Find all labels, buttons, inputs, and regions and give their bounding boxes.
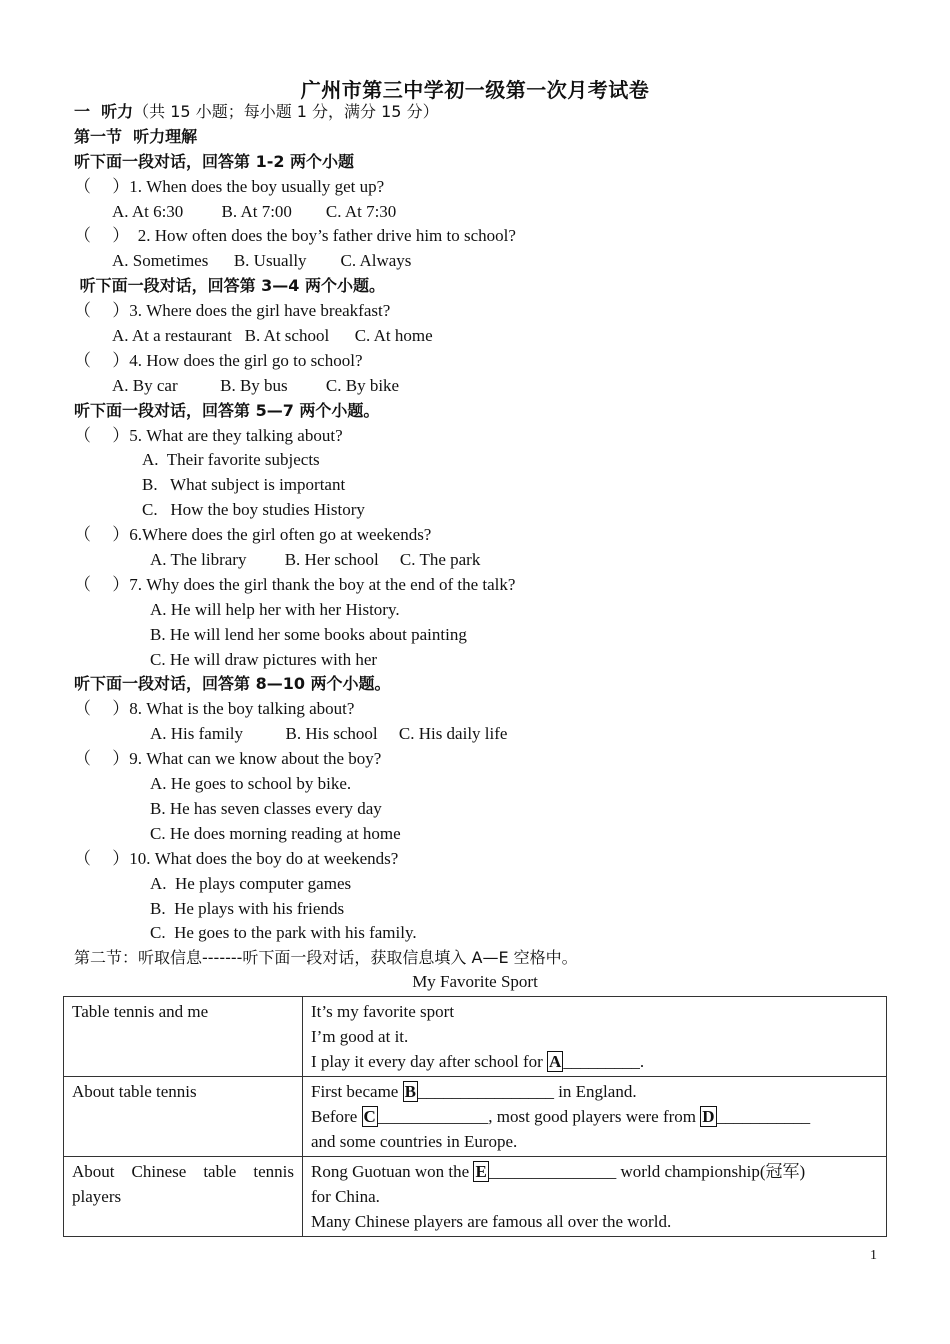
question-5-option-a: A. Their favorite subjects — [142, 450, 320, 470]
page-number: 1 — [870, 1248, 877, 1263]
question-5-option-c: C. How the boy studies History — [142, 500, 365, 520]
blank-e-label: E — [475, 1162, 487, 1181]
question-4: （ ）4. How does the girl go to school? — [74, 350, 363, 370]
question-1: （ ）1. When does the boy usually get up? — [74, 176, 385, 196]
row-1-content — [303, 997, 887, 1077]
question-8: （ ）8. What is the boy talking about? — [74, 699, 355, 719]
section-heading — [74, 100, 894, 125]
page-title: 广州市第三中学初一级第一次月考试卷 — [300, 78, 650, 102]
row-2-line-1-text: First became — [311, 1082, 403, 1101]
question-10-option-b: B. He plays with his friends — [150, 898, 345, 918]
row-1-line-3 — [311, 1049, 878, 1074]
section-heading-rest: （共 15 小题；每小题 1 分，满分 15 分） — [133, 102, 439, 121]
question-7-option-c: C. He will draw pictures with her — [150, 649, 378, 669]
row-3-line-3: Many Chinese players are famous all over the world. — [311, 1212, 672, 1231]
question-9-option-c: C. He does morning reading at home — [150, 823, 401, 843]
question-7-option-a: A. He will help her with her History. — [150, 599, 400, 619]
instruction-4: 听下面一段对话，回答第 8—10 两个小题。 — [74, 674, 391, 694]
row-3-label: About Chinese table tennis players — [64, 1157, 303, 1237]
question-7: （ ）7. Why does the girl thank the boy at the end of the talk? — [74, 574, 516, 594]
blank-a-label: A — [549, 1052, 562, 1071]
row-3-line-1 — [311, 1159, 878, 1184]
question-9: （ ）9. What can we know about the boy? — [74, 749, 382, 769]
row-1-label: Table tennis and me — [64, 997, 303, 1077]
question-3-options: A. At a restaurant B. At school C. At home — [112, 326, 433, 346]
question-8-options: A. His family B. His school C. His daily life — [150, 724, 508, 744]
listening-section — [74, 100, 894, 971]
question-2: （ ） 2. How often does the boy’s father drive him to school? — [74, 226, 516, 246]
question-1-options: A. At 6:30 B. At 7:00 C. At 7:30 — [112, 201, 397, 221]
question-3: （ ）3. Where does the girl have breakfast? — [74, 301, 391, 321]
question-5: （ ）5. What are they talking about? — [74, 425, 343, 445]
question-4-options: A. By car B. By bus C. By bike — [112, 375, 400, 395]
row-2-content — [303, 1077, 887, 1157]
question-6-options: A. The library B. Her school C. The park — [150, 550, 481, 570]
blank-b: ________________ in England. — [417, 1082, 637, 1101]
question-2-options: A. Sometimes B. Usually C. Always — [112, 251, 412, 271]
row-2-line-1 — [311, 1079, 878, 1104]
row-2-line-2 — [311, 1104, 878, 1129]
blank-c-label: C — [363, 1107, 376, 1126]
row-3-content — [303, 1157, 887, 1237]
row-1-line-1: It’s my favorite sport — [311, 1002, 455, 1021]
instruction-3: 听下面一段对话，回答第 5—7 两个小题。 — [74, 400, 380, 420]
row-1-line-2: I’m good at it. — [311, 1027, 409, 1046]
question-9-option-b: B. He has seven classes every day — [150, 798, 382, 818]
blank-b-label: B — [404, 1082, 416, 1101]
row-2-line-3: and some countries in Europe. — [311, 1132, 518, 1151]
blank-d-label: D — [702, 1107, 715, 1126]
blank-c: _____________, most good players were from — [377, 1107, 701, 1126]
part1-heading: 第一节 听力理解 — [74, 126, 198, 146]
instruction-2: 听下面一段对话，回答第 3—4 两个小题。 — [74, 276, 385, 296]
blank-a: _________. — [563, 1052, 645, 1071]
row-2-line-2-text: Before — [311, 1107, 362, 1126]
question-5-option-b: B. What subject is important — [142, 475, 346, 495]
row-3-line-1-text: Rong Guotuan won the — [311, 1162, 474, 1181]
question-10-option-c: C. He goes to the park with his family. — [150, 923, 417, 943]
question-7-option-b: B. He will lend her some books about painting — [150, 624, 467, 644]
question-6: （ ）6.Where does the girl often go at weekends? — [74, 525, 432, 545]
row-1-line-3-text: I play it every day after school for — [311, 1052, 548, 1071]
section-heading-bold: 一 听力 — [74, 102, 134, 121]
table-row — [64, 1077, 887, 1157]
instruction-1: 听下面一段对话，回答第 1-2 两个小题 — [74, 151, 355, 171]
question-10: （ ）10. What does the boy do at weekends? — [74, 848, 399, 868]
part2-heading: 第二节：听取信息-------听下面一段对话，获取信息填入 A—E 空格中。 — [74, 948, 578, 968]
blank-d: ___________ — [716, 1107, 811, 1126]
question-9-option-a: A. He goes to school by bike. — [150, 774, 352, 794]
row-2-label: About table tennis — [64, 1077, 303, 1157]
blank-e: _______________ world championship(冠军) — [488, 1162, 806, 1181]
table-caption: My Favorite Sport — [412, 972, 538, 991]
table-row — [64, 997, 887, 1077]
info-table — [63, 996, 887, 1237]
question-10-option-a: A. He plays computer games — [150, 873, 352, 893]
row-3-line-2: for China. — [311, 1187, 380, 1206]
table-row — [64, 1157, 887, 1237]
